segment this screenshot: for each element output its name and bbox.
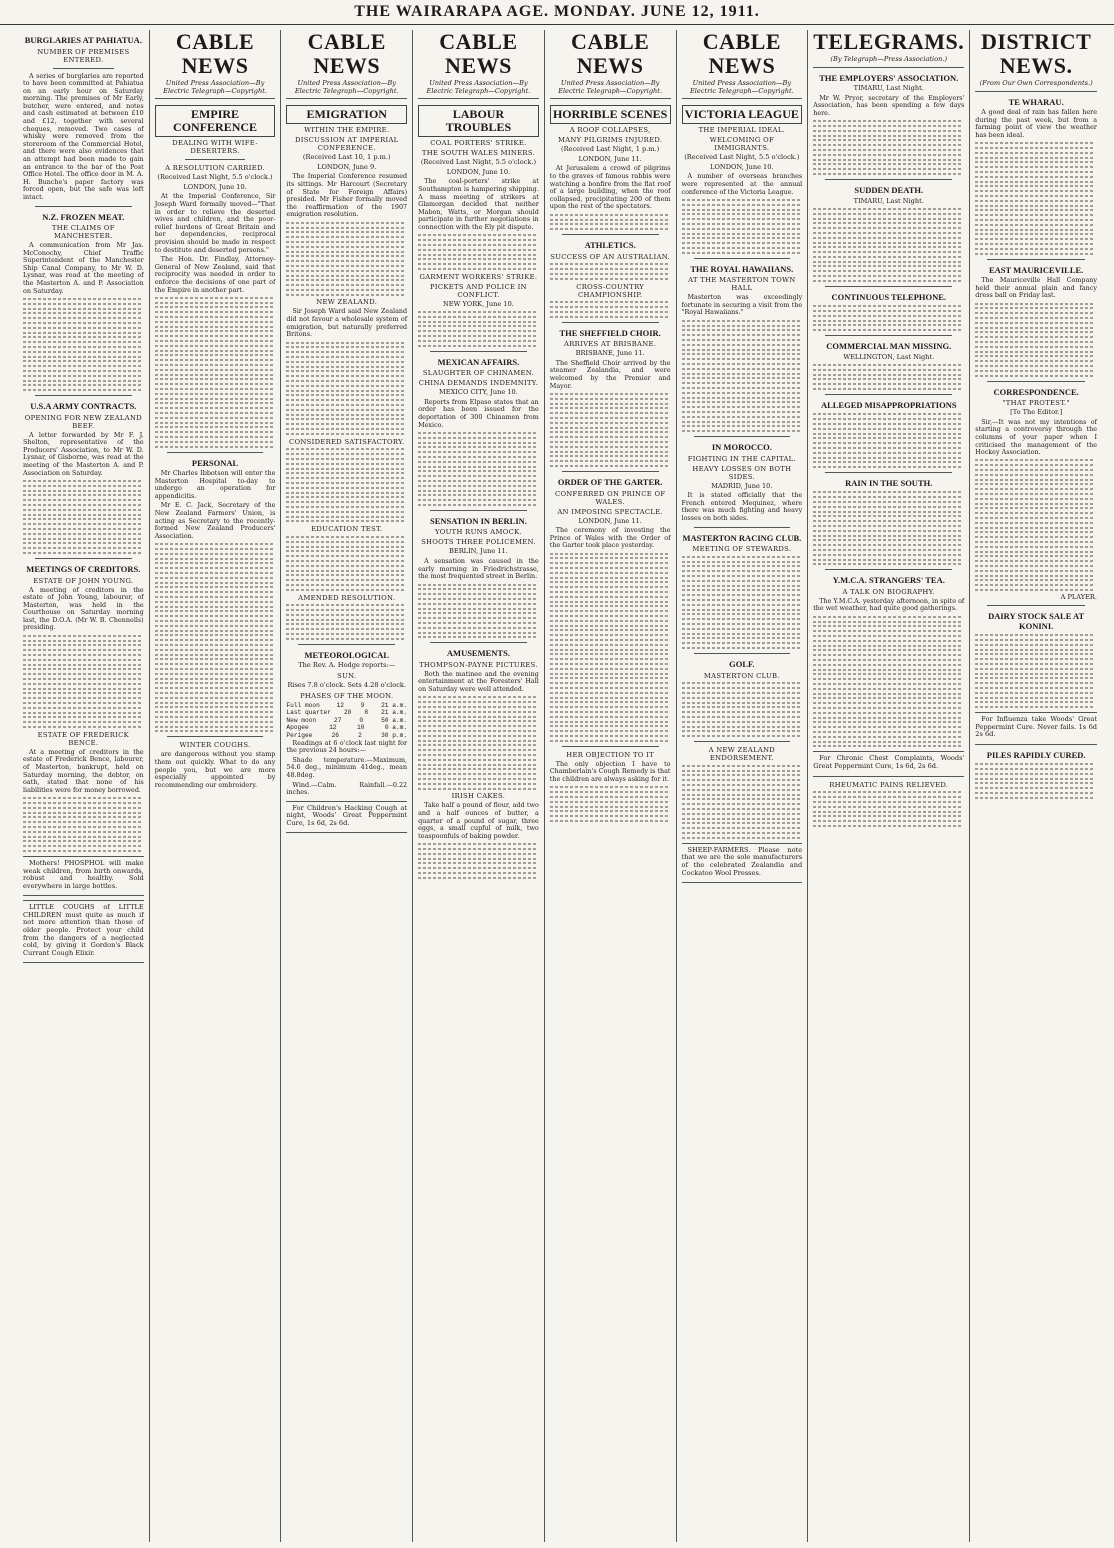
headline-creditors: MEETINGS OF CREDITORS.	[26, 564, 141, 574]
advert-woods-text: For Children's Hacking Cough at night, Woods' Great Peppermint Cure, 1s 6d, 2s 6d.	[286, 803, 408, 827]
subhead-pickets-police: PICKETS AND POLICE IN CONFLICT.	[429, 282, 527, 299]
dateline-london: LONDON, June 9.	[317, 162, 377, 171]
divider	[298, 644, 395, 645]
subhead-spectacle: AN IMPOSING SPECTACLE.	[557, 507, 663, 516]
divider	[694, 527, 791, 528]
article-employers-association: Mr W. Pryor, secretary of the Employers' Association, has been spending a few days here.	[813, 93, 965, 117]
headline-rain-south: RAIN IN THE SOUTH.	[845, 478, 933, 489]
advert-influenza-text: For Influenza take Woods' Great Peppermint Cure. Never fails. 1s 6d 2s 6d.	[975, 715, 1097, 739]
dateline-timaru: TIMARU, Last Night.	[853, 84, 924, 93]
subhead-education-test: EDUCATION TEST.	[311, 525, 383, 534]
subhead-cross-country: CROSS-COUNTRY CHAMPIONSHIP.	[576, 282, 645, 299]
met-readings: Readings at 6 o'clock last night for the previous 24 hours:—	[286, 738, 408, 755]
subhead-discussion: DISCUSSION AT IMPERIAL CONFERENCE.	[294, 136, 399, 153]
headline-labour-troubles: LABOUR TROUBLES	[418, 105, 539, 137]
section-title-cable-news: CABLE NEWS	[175, 29, 255, 78]
divider	[35, 206, 132, 207]
headline-piles-cured: PILES RAPIDLY CURED.	[986, 749, 1086, 760]
subhead-thompson-payne: THOMPSON-PAYNE PICTURES.	[419, 660, 538, 669]
column-6	[677, 30, 809, 1542]
headline-ymca-tea: Y.M.C.A. STRANGERS' TEA.	[832, 575, 945, 586]
divider	[562, 234, 659, 235]
subhead-amended-resolution: AMENDED RESOLUTION.	[298, 593, 396, 602]
dateline-london: LONDON, June 10.	[446, 167, 511, 176]
subhead-immigrants: WELCOMING OF IMMIGRANTS.	[709, 136, 774, 153]
column-5	[545, 30, 677, 1542]
columns-grid	[18, 30, 1102, 1542]
subhead-irish-cakes: IRISH CAKES.	[451, 792, 506, 801]
headline-racing-club: MASTERTON RACING CLUB.	[682, 532, 802, 543]
subhead-china-indemnity: CHINA DEMANDS INDEMNITY.	[418, 379, 539, 388]
subhead-south-wales: THE SOUTH WALES MINERS.	[421, 149, 536, 158]
headline-meteorological: METEOROLOGICAL	[304, 649, 390, 660]
met-temperature: Shade temperature.—Maximum, 54.6 deg., minimum 41deg., mean 48.8deg.	[286, 755, 408, 779]
subhead-within-empire: WITHIN THE EMPIRE.	[304, 126, 390, 135]
article-army-contracts: A letter forwarded by Mr F. J. Shelton, representative of the Producers' Association, to Mr W. D. Lysnar, of Gisborne, was read at the meeting of the Masterton A. and P. Association on Saturday.	[23, 430, 144, 477]
met-sun-times: Rises 7.8 o'clock. Sets 4.28 o'clock.	[287, 680, 406, 689]
advert-wool-presses-text: SHEEP-FARMERS. Please note that we are the sole manufacturers of the celebrated Zealandia and Cockatoo Wool Presses.	[681, 845, 803, 877]
headline-commercial-man: COMMERCIAL MAN MISSING.	[826, 341, 952, 352]
subhead-roof-collapses: A ROOF COLLAPSES,	[569, 126, 651, 135]
article-empire-conference-2: The Hon. Dr. Findlay, Attorney-General of New Zealand, said that reciprocity was needed in order to enforce the decisions of one part of the Empire in another part.	[154, 255, 276, 294]
divider	[694, 741, 791, 742]
headline-sheffield-choir: THE SHEFFIELD CHOIR.	[559, 327, 661, 338]
subhead-coal-porters: COAL PORTERS' STRIKE.	[430, 139, 527, 148]
met-reporter: The Rev. A. Hodge reports:—	[298, 661, 396, 670]
received-note: (Received Last Night, 5.5 o'clock.)	[157, 173, 273, 182]
received-note: (Received Last 10, 1 p.m.)	[302, 153, 391, 162]
newspaper-masthead: THE WAIRARAPA AGE. MONDAY. JUNE 12, 1911.	[0, 0, 1114, 25]
column-7	[808, 30, 970, 1542]
advert-phosphol	[23, 856, 144, 896]
subhead-brisbane: ARRIVES AT BRISBANE.	[564, 340, 657, 349]
dateline-new-york: NEW YORK, June 10.	[442, 299, 514, 308]
dateline-wellington: WELLINGTON, Last Night.	[843, 352, 935, 361]
headline-order-garter: ORDER OF THE GARTER.	[557, 477, 663, 488]
subhead-prince-wales: CONFERRED ON PRINCE OF WALES.	[554, 489, 666, 506]
headline-sudden-death: SUDDEN DEATH.	[854, 185, 924, 196]
subhead-resolution: A RESOLUTION CARRIED.	[165, 164, 265, 173]
to-the-editor: [To The Editor.]	[1010, 408, 1063, 417]
subhead-beef: OPENING FOR NEW ZEALAND BEEF.	[24, 413, 142, 430]
moon-row: Perigee 26 2 30 p.m.	[286, 731, 408, 739]
subhead-wife-deserters: DEALING WITH WIFE-DESERTERS.	[172, 139, 258, 156]
article-east-mauriceville: The Mauriceville Hall Company held their annual plain and fancy dress ball on Friday last.	[975, 276, 1097, 300]
dateline-madrid: MADRID, June 10.	[711, 481, 773, 490]
divider	[694, 653, 791, 654]
headline-horrible-scenes: HORRIBLE SCENES	[550, 105, 671, 124]
headline-sensation-berlin: SENSATION IN BERLIN.	[429, 515, 527, 526]
headline-athletics: ATHLETICS.	[584, 240, 636, 251]
letter-signature: A PLAYER.	[1060, 592, 1097, 601]
section-title-cable-news: CABLE NEWS	[702, 29, 781, 78]
article-order-garter: The ceremony of investing the Prince of Wales with the Order of the Garter took place yesterday.	[549, 526, 671, 550]
headline-army-contracts: U.S.A ARMY CONTRACTS.	[30, 401, 137, 412]
met-sun-heading: SUN.	[337, 671, 357, 680]
divider	[825, 569, 952, 570]
divider	[167, 736, 264, 737]
subhead-masterton-club: MASTERTON CLUB.	[703, 671, 780, 680]
article-royal-hawaiians: Masterton was exceedingly fortunate in securing a visit from the "Royal Hawaiians."	[681, 293, 803, 317]
received-note: (Received Last Night, 5.5 o'clock.)	[684, 153, 800, 162]
subhead-capital: FIGHTING IN THE CAPITAL.	[687, 454, 796, 463]
subhead-policemen: SHOOTS THREE POLICEMEN.	[421, 538, 536, 547]
advert-gordons-text: LITTLE COUGHS of LITTLE CHILDREN must quite as much if not more attention than those of older people. Protect your child from the dangers of a neglected cold, by giving it Gordon's Black Currant Cough Elixir.	[23, 903, 144, 957]
divider	[167, 452, 264, 453]
moon-phases-table	[286, 702, 407, 740]
advert-chest-text: For Chronic Chest Complaints, Woods' Great Peppermint Cure, 1s 6d, 2s 6d.	[813, 754, 965, 770]
subhead-stewards: MEETING OF STEWARDS.	[692, 545, 792, 554]
article-victoria-league: A number of overseas branches were represented at the annual conference of the Victoria League.	[681, 172, 803, 196]
dateline-london: LONDON, June 10.	[710, 162, 774, 171]
divider	[35, 395, 132, 396]
article-frederick-bence: At a meeting of creditors in the estate of Frederick Bence, labourer, of Masterton, bankrupt, held on Saturday morning, the debtor, on oath, stated that none of his liabilities were for money borrowed.	[23, 747, 144, 794]
subhead-slaughter: SLAUGHTER OF CHINAMEN.	[422, 369, 535, 378]
article-ymca: The Y.M.C.A. yesterday afternoon, in spite of the wet weather, had quite good gatherings.	[813, 596, 965, 613]
headline-employers-association: THE EMPLOYERS' ASSOCIATION.	[819, 72, 959, 83]
dateline-london-2: LONDON, June 11.	[578, 516, 642, 525]
headline-empire-conference: EMPIRE CONFERENCE	[155, 105, 276, 137]
byline: (By Telegraph—Press Association.)	[813, 56, 964, 68]
subhead-john-young: ESTATE OF JOHN YOUNG.	[33, 576, 134, 585]
headline-correspondence: CORRESPONDENCE.	[993, 386, 1079, 397]
divider	[825, 179, 952, 180]
dateline-timaru-2: TIMARU, Last Night.	[853, 196, 924, 205]
divider	[562, 746, 659, 747]
headline-mexican-affairs: MEXICAN AFFAIRS.	[437, 356, 520, 367]
byline: United Press Association—By Electric Telegraph—Copyright.	[155, 80, 276, 99]
divider	[694, 258, 791, 259]
article-objection: The only objection I have to Chamberlain's Cough Remedy is that the children are always asking for it.	[549, 759, 671, 783]
subhead-objection: HER OBJECTION TO IT	[566, 750, 654, 759]
moon-row: Last quarter 20 8 21 a.m.	[286, 709, 408, 717]
article-emigration-1: The Imperial Conference resumed its sittings. Mr Harcourt (Secretary of State for Foreign Affairs) presided. Mr Fisher formally moved the reaffirmation of the 1907 emigration resolution.	[286, 172, 408, 219]
column-8	[970, 30, 1102, 1542]
divider	[430, 510, 527, 511]
dateline-brisbane: BRISBANE, June 11.	[575, 349, 645, 358]
byline: United Press Association—By Electric Telegraph—Copyright.	[550, 80, 671, 99]
byline: United Press Association—By Electric Telegraph—Copyright.	[682, 80, 803, 99]
divider	[185, 159, 246, 160]
divider	[694, 436, 791, 437]
article-morocco: It is stated officially that the French entered Mequinez, where there was much fighting and heavy losses on both sides.	[681, 491, 803, 522]
moon-row: New moon 27 0 50 a.m.	[286, 716, 408, 724]
divider	[987, 381, 1085, 382]
article-john-young: A meeting of creditors in the estate of John Young, labourer, of Masterton, was held in the Courthouse on Saturday morning last, the D.O.A. (Mr W. B. Chennells) presiding.	[23, 585, 144, 632]
divider	[825, 472, 952, 473]
byline: (From Our Own Correspondents.)	[975, 80, 1097, 92]
divider	[825, 286, 952, 287]
subhead-heavy-losses: HEAVY LOSSES ON BOTH SIDES.	[692, 464, 792, 481]
headline-royal-hawaiians: THE ROYAL HAWAIIANS.	[690, 263, 794, 274]
byline: United Press Association—By Electric Telegraph—Copyright.	[418, 80, 539, 99]
advert-phosphol-text: Mothers! PHOSPHOL will make weak children, from birth onwards, robust and healthy. Sold everywhere in large bottles.	[23, 858, 144, 890]
column-2	[150, 30, 282, 1542]
headline-emigration: EMIGRATION	[286, 105, 407, 124]
article-empire-conference-1: At the Imperial Conference, Sir Joseph Ward formally moved—"That in order to relieve the deserted wives and children, and the poor-relief burdens of Great Britain and her dependencies, reciprocal provision should be made in respect to destitute and deserted persons."	[154, 192, 276, 254]
advert-chest-complaints	[813, 751, 964, 776]
subhead-endorsement: A NEW ZEALAND ENDORSEMENT.	[708, 746, 776, 763]
subhead-pilgrims: MANY PILGRIMS INJURED.	[557, 136, 663, 145]
section-title-cable-news: CABLE NEWS	[307, 29, 386, 78]
divider	[825, 394, 952, 395]
section-title-district-news: DISTRICT NEWS.	[980, 29, 1092, 78]
headline-amusements: AMUSEMENTS.	[446, 648, 510, 659]
advert-rheumatic-heading: RHEUMATIC PAINS RELIEVED.	[829, 780, 949, 789]
subhead-imperial-ideal: THE IMPERIAL IDEAL.	[698, 126, 786, 135]
article-mexican-affairs: Reports from Elpaso states that an order has been issued for the deportation of 300 Chinamen from Mexico.	[418, 397, 539, 429]
subhead-biography: A TALK ON BIOGRAPHY.	[842, 587, 936, 596]
dateline-london: LONDON, June 11.	[578, 154, 642, 163]
subhead-new-zealand: NEW ZEALAND.	[316, 298, 378, 307]
subhead-frederick-bence: ESTATE OF FREDERICK BENCE.	[37, 730, 130, 747]
section-title-cable-news: CABLE NEWS	[571, 29, 650, 78]
headline-misappropriations: ALLEGED MISAPPROPRIATIONS	[820, 400, 957, 411]
article-frozen-meat: A communication from Mr Jas. McConochy, Chief Traffic Superintendent of the Manchester Ship Canal Company, to Mr W. D. Lysnar, was read at the meeting of the Masterton A. and P. Association on Saturday.	[23, 241, 144, 295]
headline-dairy-sale: DAIRY STOCK SALE AT KONINI.	[988, 611, 1085, 631]
advert-gordons-elixir	[23, 900, 144, 963]
column-4	[413, 30, 545, 1542]
subhead-premises: NUMBER OF PREMISES ENTERED.	[37, 47, 130, 64]
advert-wool-presses	[682, 843, 803, 883]
headline-winter-coughs: WINTER COUGHS.	[179, 741, 251, 750]
headline-morocco: IN MOROCCO.	[711, 442, 772, 453]
headline-te-wharau: TE WHARAU.	[1008, 96, 1064, 107]
headline-victoria-league: VICTORIA LEAGUE	[682, 105, 803, 124]
subhead-youth-amock: YOUTH RUNS AMOCK.	[434, 528, 522, 537]
article-sheffield-choir: The Sheffield Choir arrived by the steamer Zealandia, and were welcomed by the Premier and Mayor.	[549, 358, 671, 390]
divider	[562, 322, 659, 323]
byline: United Press Association—By Electric Telegraph—Copyright.	[286, 80, 407, 99]
column-3	[281, 30, 413, 1542]
headline-east-mauriceville: EAST MAURICEVILLE.	[988, 264, 1084, 275]
divider	[35, 558, 132, 559]
headline-burglaries: BURGLARIES AT PAHIATUA.	[24, 35, 142, 45]
headline-golf: GOLF.	[729, 659, 755, 670]
divider	[53, 68, 114, 69]
subhead-manchester: THE CLAIMS OF MANCHESTER.	[51, 224, 115, 241]
divider	[430, 351, 527, 352]
moon-phases-heading: PHASES OF THE MOON.	[300, 691, 394, 700]
divider	[430, 642, 527, 643]
article-personal-1: Mr Charles Ibbotson will enter the Masterton Hospital to-day to undergo an operation for appendicitis.	[154, 469, 276, 500]
article-berlin: A sensation was caused in the early morning in Friedrichstrasse, the most frequented street in Berlin.	[418, 556, 539, 581]
subhead-that-protest: "THAT PROTEST."	[1002, 399, 1070, 408]
met-wind-rain: Wind.—Calm. Rainfall.—0.22 inches.	[286, 780, 408, 797]
section-title-cable-news: CABLE NEWS	[439, 29, 518, 78]
advert-influenza	[975, 712, 1097, 745]
subhead-satisfactory: CONSIDERED SATISFACTORY.	[289, 437, 405, 446]
column-1	[18, 30, 150, 1542]
article-burglaries: A series of burglaries are reported to have been committed at Pahiatua on an early hour on Saturday morning. The premises of Mr Early, butcher, were entered, and notes and cash estimated at between £10 and £12, together with several cheques, removed. Two cases of whisky were removed from the storeroom of the Commercial Hotel, and there were also evidences that an attempt had been made to gain an entrance to the bar of the Post Office Hotel. The office door in M. A. H. Bunche's paper factory was forced open, but the safe was left intact.	[23, 71, 144, 201]
divider	[825, 335, 952, 336]
divider	[987, 259, 1085, 260]
received-note: (Received Last Night, 5.5 o'clock.)	[420, 158, 537, 167]
subhead-town-hall: AT THE MASTERTON TOWN HALL	[688, 276, 796, 293]
subhead-australian: SUCCESS OF AN AUSTRALIAN.	[550, 252, 670, 261]
article-labour-1: The coal-porters' strike at Southampton is hampering shipping. A mass meeting of strikers at Glamorgan decided that neither Mabon, Watts, or Morgan should participate in further negotiations in connection with the Ely pit dispute.	[418, 177, 539, 231]
dateline-berlin: BERLIN, June 11.	[449, 547, 508, 556]
headline-frozen-meat: N.Z. FROZEN MEAT.	[42, 211, 125, 222]
section-title-telegrams: TELEGRAMS.	[813, 29, 965, 54]
headline-continuous-telephone: CONTINUOUS TELEPHONE.	[831, 291, 947, 302]
article-amusements: Both the matinee and the evening entertainment at the Foresters' Hall on Saturday were well attended.	[418, 669, 539, 694]
received-note: (Received Last Night, 1 p.m.)	[561, 145, 660, 154]
advert-woods-cough	[286, 801, 407, 834]
dateline-mexico-city: MEXICO CITY, June 10.	[439, 388, 518, 397]
article-emigration-nz: Sir Joseph Ward said New Zealand did not favour a wholesale system of emigration, but naturally preferred Britons.	[286, 307, 408, 339]
letter-that-protest: Sir,—It was not my intentions of starting a controversy through the columns of your paper when I criticised the management of the Hockey Association.	[975, 417, 1097, 457]
article-te-wharau: A good deal of rain has fallen here during the past week, but from a farming point of view the weather has been ideal.	[975, 108, 1097, 139]
subhead-garment-workers: GARMENT WORKERS' STRIKE.	[419, 272, 538, 281]
moon-row: Apogee 12 10 0 a.m.	[286, 724, 408, 732]
divider	[562, 471, 659, 472]
article-winter-coughs: are dangerous without you stamp them out quickly. What to do any people you, but we are more especially appointed by recommending our embroidery.	[154, 750, 276, 789]
article-personal-2: Mr E. C. Jack, Secretary of the New Zealand Farmers' Union, is acting as Secretary to the recently-formed New Zealand Producers' Association.	[154, 501, 276, 540]
divider	[987, 605, 1085, 606]
article-irish-cakes: Take half a pound of flour, add two and a half ounces of butter, a quarter of a pound of sugar, three eggs, a small cupful of milk, two teaspoonfuls of baking powder.	[418, 801, 539, 840]
moon-row: Full moon 12 9 21 a.m.	[286, 701, 408, 709]
article-horrible-scenes: At Jerusalem a crowd of pilgrims to the graves of famous rabbis were watching a bonfire from the flat roof of a large building, when the roof collapsed, precipitating 200 of them upon the rest of the spectators.	[549, 164, 671, 211]
dateline-london: LONDON, June 10.	[183, 182, 247, 191]
headline-personal: PERSONAL	[191, 457, 239, 468]
